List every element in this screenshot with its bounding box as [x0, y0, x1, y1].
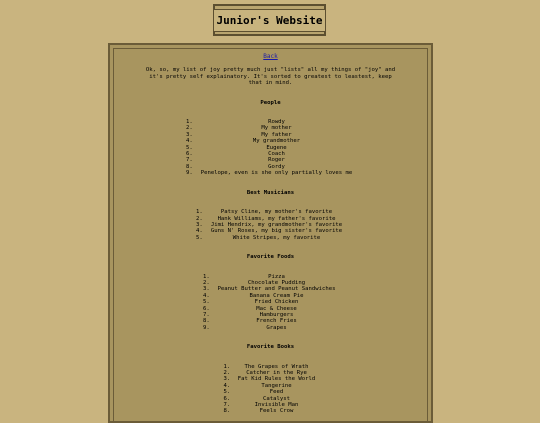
list-item-number: 6. — [186, 151, 193, 158]
list-item-number: 3. — [223, 376, 231, 383]
list-item-number: 3. — [196, 221, 203, 228]
list-item-number: 1. — [223, 363, 231, 370]
list-item-number: 4. — [223, 382, 231, 389]
list-item-text: Patsy Cline, my mother's favorite — [220, 209, 333, 216]
list-item-number: 2. — [223, 370, 231, 376]
list-item-number: 9. — [186, 170, 193, 177]
list-item-text: Mac & Cheese — [256, 305, 297, 312]
list-item-number: 5. — [196, 234, 203, 241]
section-list-wrap — [114, 261, 427, 332]
list-item-number: 6. — [223, 395, 231, 402]
list-item-number: 5. — [223, 389, 231, 396]
list-item-number: 2. — [186, 125, 193, 132]
list-item-text: Coach — [268, 151, 285, 158]
ordered-list — [203, 274, 338, 332]
list-item — [186, 170, 355, 176]
list-item-number: 9. — [203, 324, 210, 331]
list-item-text: Eugene — [266, 144, 287, 151]
list-item-text: Peanut Butter and Peanut Sandwiches — [217, 286, 336, 293]
list-item-text: White Stripes, my favorite — [232, 234, 321, 241]
page-title: Junior's Website — [213, 9, 327, 32]
list-item-text: My grandmother — [252, 138, 301, 145]
list-item-text: Chocolate Pudding — [247, 279, 306, 286]
list-item-number: 1. — [203, 273, 210, 280]
list-item — [196, 235, 345, 241]
list-item — [203, 325, 338, 331]
list-item-text: Hamburgers — [259, 311, 294, 318]
list-item-number: 6. — [203, 305, 210, 312]
list-item-number: 1. — [196, 209, 203, 216]
list-item-text: My father — [261, 131, 292, 138]
back-link[interactable]: Back — [263, 53, 278, 60]
list-item-text: Tangerine — [261, 382, 292, 389]
list-item-number: 5. — [203, 299, 210, 306]
list-item-text: Roger — [268, 157, 285, 164]
list-item-number: 2. — [203, 279, 210, 286]
list-item-text: Penelope, even is she only partially loves me — [200, 170, 353, 177]
list-item-text: Jimi Hendrix, my grandmother's favorite — [210, 221, 343, 228]
list-item-number: 8. — [203, 318, 210, 325]
list-item-number: 7. — [186, 157, 193, 164]
list-item-number: 7. — [223, 402, 231, 409]
list-item-text: Pizza — [268, 273, 285, 280]
list-item-number: 8. — [223, 408, 231, 415]
list-item-number: 3. — [186, 131, 193, 138]
list-item-text: Feels Crow — [259, 408, 294, 415]
list-item-number: 1. — [186, 119, 193, 126]
ordered-list — [186, 119, 355, 177]
list-item-number: 7. — [203, 311, 210, 318]
list-item-text: Guns N' Roses, my big sister's favorite — [210, 228, 343, 235]
list-item-number: 3. — [203, 286, 210, 293]
section-title: Favorite Foods — [246, 254, 295, 261]
section-list-wrap — [114, 351, 427, 415]
list-item-text: Invisible Man — [254, 402, 299, 409]
section-list-wrap — [114, 196, 427, 241]
list-item-number: 5. — [186, 144, 193, 151]
list-item-text: Feed — [269, 389, 284, 396]
ordered-list — [196, 209, 345, 241]
section-title: Favorite Books — [246, 344, 295, 351]
list-item-number: 4. — [196, 228, 203, 235]
list-item-text: Banana Cream Pie — [249, 292, 304, 299]
section-title: Best Musicians — [246, 189, 295, 196]
joy-lists — [114, 100, 427, 415]
list-item-text: Fat Kid Rules the World — [237, 376, 316, 383]
section-title: People — [260, 99, 281, 106]
list-item-text: Rowdy — [268, 119, 285, 126]
site-title-box — [213, 4, 326, 36]
content-panel — [108, 43, 433, 423]
intro-text: Ok, so, my list of joy pretty much just "lists" all my things of "joy" and it's pretty self explainatory. It's sorted to greatest to leastest, keep that in mind. — [145, 67, 396, 87]
content-panel-inner — [113, 48, 428, 421]
list-item-text: Fried Chicken — [254, 299, 299, 306]
list-item-number: 4. — [186, 138, 193, 145]
list-item-text: Gordy — [268, 163, 285, 170]
list-item-number: 2. — [196, 215, 203, 222]
list-item-text: The Grapes of Wrath — [244, 363, 309, 370]
list-item-text: Hank Williams, my father's favorite — [217, 215, 336, 222]
list-item-number: 4. — [203, 292, 210, 299]
section-list-wrap — [114, 106, 427, 177]
list-item-text: Catcher in the Rye — [246, 370, 307, 376]
ordered-list — [224, 364, 318, 415]
list-item-text: My mother — [261, 125, 292, 132]
list-item-text: Catalyst — [263, 395, 290, 402]
list-item-number: 8. — [186, 163, 193, 170]
list-item-text: French Fries — [256, 318, 297, 325]
list-item-text: Grapes — [266, 324, 287, 331]
list-item — [224, 408, 318, 414]
